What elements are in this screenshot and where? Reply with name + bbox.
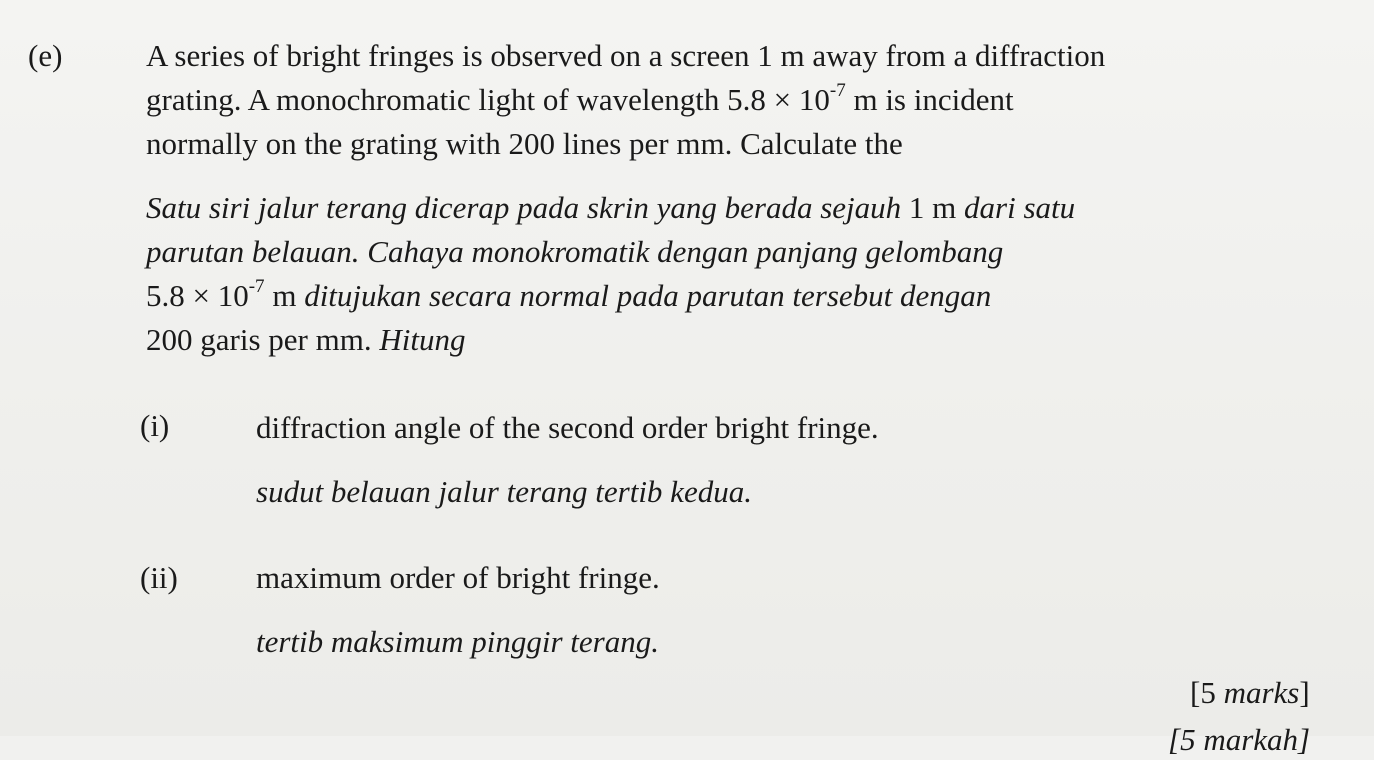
question-malay-line-4 bbox=[146, 320, 465, 360]
part-ii-english: maximum order of bright fringe. bbox=[256, 560, 660, 595]
question-english-line-2-end: m is incident bbox=[845, 82, 1014, 117]
question-malay-line-2: parutan belauan. Cahaya monokromatik dengan panjang gelombang bbox=[146, 234, 1004, 269]
question-malay-line-1 bbox=[146, 188, 1075, 228]
marks-malay: [5 markah] bbox=[1168, 722, 1311, 757]
question-english-line-2-text: grating. A monochromatic light of wavelength 5.8 × 10 bbox=[146, 82, 830, 117]
marks-malay-clipped bbox=[1168, 716, 1368, 757]
wavelength-exponent: -7 bbox=[829, 80, 846, 101]
question-malay-wavelength-exponent: -7 bbox=[248, 276, 265, 297]
part-i-malay: sudut belauan jalur terang tertib kedua. bbox=[256, 474, 752, 509]
question-malay-line-3-rest: ditujukan secara normal pada parutan tersebut dengan bbox=[296, 278, 992, 313]
question-malay-line-1-distance: 1 m bbox=[908, 190, 957, 225]
question-label: (e) bbox=[28, 38, 63, 73]
marks-english bbox=[1190, 673, 1310, 713]
question-malay-line-4-a: 200 garis per mm. bbox=[146, 322, 380, 357]
question-malay-line-1-a: Satu siri jalur terang dicerap pada skrin yang berada sejauh bbox=[146, 190, 909, 225]
marks-close: ] bbox=[1299, 675, 1310, 710]
marks-open: [5 bbox=[1190, 675, 1224, 710]
question-english-line-2 bbox=[146, 80, 1014, 120]
part-ii-malay: tertib maksimum pinggir terang. bbox=[256, 624, 659, 659]
part-i-english: diffraction angle of the second order bright fringe. bbox=[256, 410, 879, 445]
question-malay-line-4-b: Hitung bbox=[379, 322, 466, 357]
part-i-label: (i) bbox=[140, 408, 170, 443]
question-english-line-3: normally on the grating with 200 lines per mm. Calculate the bbox=[146, 126, 903, 161]
question-english-line-1: A series of bright fringes is observed on a screen 1 m away from a diffraction bbox=[146, 38, 1106, 73]
question-malay-line-1-c: dari satu bbox=[956, 190, 1076, 225]
marks-word: marks bbox=[1223, 675, 1300, 710]
question-malay-unit: m bbox=[264, 278, 297, 313]
question-malay-wavelength: 5.8 × 10 bbox=[146, 278, 249, 313]
question-malay-line-3 bbox=[146, 276, 991, 316]
part-ii-label: (ii) bbox=[140, 560, 178, 595]
